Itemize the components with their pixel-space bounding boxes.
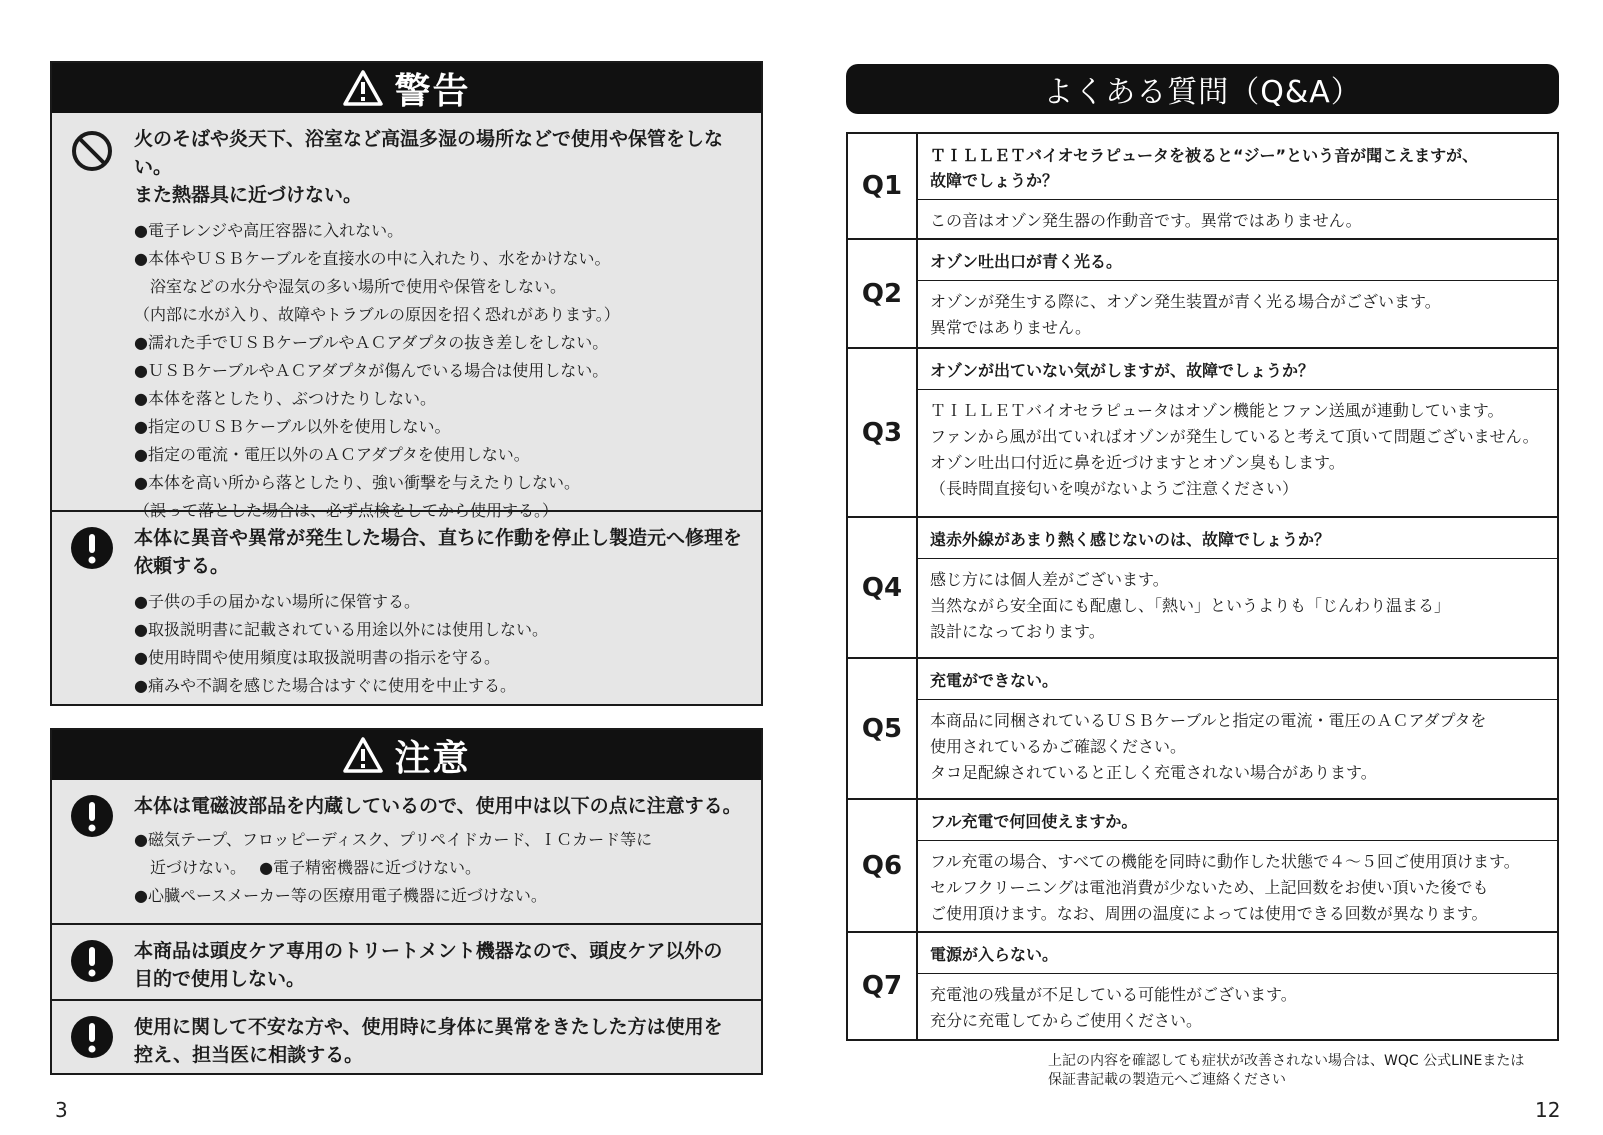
qa-row [848, 134, 1557, 240]
section-heading: 本商品は頭皮ケア専用のトリートメント機器なので、頭皮ケア以外の 目的で使用しない。 [134, 940, 723, 990]
bullet-item: （誤って落とした場合は、必ず点検をしてから使用する。） [134, 501, 559, 520]
warning-section-abnormal [52, 510, 761, 704]
qa-question: 電源が入らない。 [918, 933, 1557, 974]
qa-question: 遠赤外線があまり熱く感じないのは、故障でしょうか？ [918, 518, 1557, 559]
page-number-right: 12 [1535, 1098, 1561, 1122]
caution-section-em [52, 780, 761, 923]
qa-row [848, 800, 1557, 933]
bullet-item: 浴室などの水分や湿気の多い場所で使用や保管をしない。 [134, 277, 567, 296]
bullet-item: （内部に水が入り、故障やトラブルの原因を招く恐れがあります。） [134, 305, 620, 324]
exclamation-icon [70, 1015, 114, 1059]
qa-row [848, 349, 1557, 518]
caution-box [50, 728, 763, 1075]
section-heading: 使用に関して不安な方や、使用時に身体に異常をきたした方は使用を 控え、担当医に相談する。 [134, 1016, 723, 1066]
qa-table [846, 132, 1559, 1041]
qa-question: フル充電で何回使えますか。 [918, 800, 1557, 841]
warning-section-fire [52, 113, 761, 520]
qa-label: Q7 [848, 933, 918, 1039]
qa-question: 充電ができない。 [918, 659, 1557, 700]
exclamation-icon [70, 794, 114, 838]
caution-section-scalp [52, 923, 761, 999]
bullet-item: 近づけない。 ●電子精密機器に近づけない。 [134, 858, 482, 877]
bullet-item: ●本体を高い所から落としたり、強い衝撃を与えたりしない。 [134, 473, 580, 492]
bullet-item: ●ＵＳＢケーブルやＡＣアダプタが傷んでいる場合は使用しない。 [134, 361, 609, 380]
warning-triangle-icon [342, 69, 384, 107]
qa-answer: 感じ方には個人差がございます。 当然ながら安全面にも配慮し、「熱い」というよりも「じんわり温まる」 設計になっております。 [930, 570, 1451, 641]
qa-label: Q1 [848, 134, 918, 238]
qa-answer: 充電池の残量が不足している可能性がございます。 充分に充電してからご使用ください。 [930, 985, 1297, 1030]
exclamation-icon [70, 939, 114, 983]
bullet-item: ●本体やＵＳＢケーブルを直接水の中に入れたり、水をかけない。 [134, 249, 611, 268]
bullet-item: ●指定の電流・電圧以外のＡＣアダプタを使用しない。 [134, 445, 530, 464]
qa-answer: フル充電の場合、すべての機能を同時に動作した状態で４～５回ご使用頂けます。 セルフクリーニングは電池消費が少ないため、上記回数をお使い頂いた後でも ご使用頂けます。なお、周囲の温度によっては使用できる回数が異なります。 [930, 852, 1520, 923]
page-number-left: 3 [55, 1098, 68, 1122]
exclamation-icon [70, 526, 114, 570]
bullet-list [134, 588, 751, 700]
bullet-item: ●濡れた手でＵＳＢケーブルやＡＣアダプタの抜き差しをしない。 [134, 333, 609, 352]
qa-question: オゾン吐出口が青く光る。 [918, 240, 1557, 281]
bullet-item: ●痛みや不調を感じた場合はすぐに使用を中止する。 [134, 676, 516, 695]
caution-title: 注意 [394, 737, 471, 779]
qa-answer: オゾンが発生する際に、オゾン発生装置が青く光る場合がございます。 異常ではありません。 [930, 292, 1441, 337]
qa-label: Q3 [848, 349, 918, 516]
qa-row [848, 240, 1557, 349]
qa-answer: ＴＩＬＬＥＴバイオセラピュータはオゾン機能とファン送風が連動しています。 ファンから風が出ていればオゾンが発生していると考えて頂いて問題ございません。 オゾン吐出口付近に鼻を近づけますとオゾン臭もします。 （長時間直接匂いを嗅がないようご注意ください） [930, 401, 1539, 498]
qa-label: Q4 [848, 518, 918, 657]
bullet-item: ●心臓ペースメーカー等の医療用電子機器に近づけない。 [134, 886, 547, 905]
caution-header [52, 730, 761, 780]
bullet-item: ●子供の手の届かない場所に保管する。 [134, 592, 420, 611]
qa-footer-note: 上記の内容を確認しても症状が改善されない場合は、WQC 公式LINEまたは 保証書記載の製造元へご連絡ください [1048, 1053, 1525, 1088]
qa-answer: この音はオゾン発生器の作動音です。異常ではありません。 [930, 211, 1362, 230]
bullet-item: ●指定のＵＳＢケーブル以外を使用しない。 [134, 417, 451, 436]
qa-label: Q5 [848, 659, 918, 798]
section-heading: 本体に異音や異常が発生した場合、直ちに作動を停止し製造元へ修理を 依頼する。 [134, 527, 743, 577]
qa-answer: 本商品に同梱されているＵＳＢケーブルと指定の電流・電圧のＡＣアダプタを 使用されているかご確認ください。 タコ足配線されていると正しく充電されない場合があります。 [930, 711, 1487, 782]
qa-label: Q2 [848, 240, 918, 347]
bullet-item: ●電子レンジや高圧容器に入れない。 [134, 221, 404, 240]
bullet-item: ●磁気テープ、フロッピーディスク、プリペイドカード、ＩＣカード等に [134, 830, 653, 849]
bullet-list [134, 826, 751, 910]
qa-row [848, 659, 1557, 800]
qa-title: よくある質問（Q&A） [846, 64, 1559, 114]
qa-question: ＴＩＬＬＥＴバイオセラピュータを被ると“ジー”という音が聞こえますが、 故障でしょうか？ [918, 134, 1557, 200]
warning-box [50, 61, 763, 706]
section-heading: 火のそばや炎天下、浴室など高温多湿の場所などで使用や保管をしない。 また熱器具に近づけない。 [134, 128, 724, 206]
qa-label: Q6 [848, 800, 918, 931]
bullet-item: ●取扱説明書に記載されている用途以外には使用しない。 [134, 620, 548, 639]
warning-title: 警告 [394, 70, 471, 112]
warning-triangle-icon [342, 736, 384, 774]
bullet-list [134, 217, 751, 525]
bullet-item: ●使用時間や使用頻度は取扱説明書の指示を守る。 [134, 648, 500, 667]
prohibited-icon [70, 129, 114, 173]
warning-header [52, 63, 761, 113]
bullet-item: ●本体を落としたり、ぶつけたりしない。 [134, 389, 436, 408]
qa-question: オゾンが出ていない気がしますが、故障でしょうか？ [918, 349, 1557, 390]
qa-row [848, 933, 1557, 1041]
section-heading: 本体は電磁波部品を内蔵しているので、使用中は以下の点に注意する。 [134, 795, 742, 817]
caution-section-doctor [52, 999, 761, 1073]
qa-row [848, 518, 1557, 659]
